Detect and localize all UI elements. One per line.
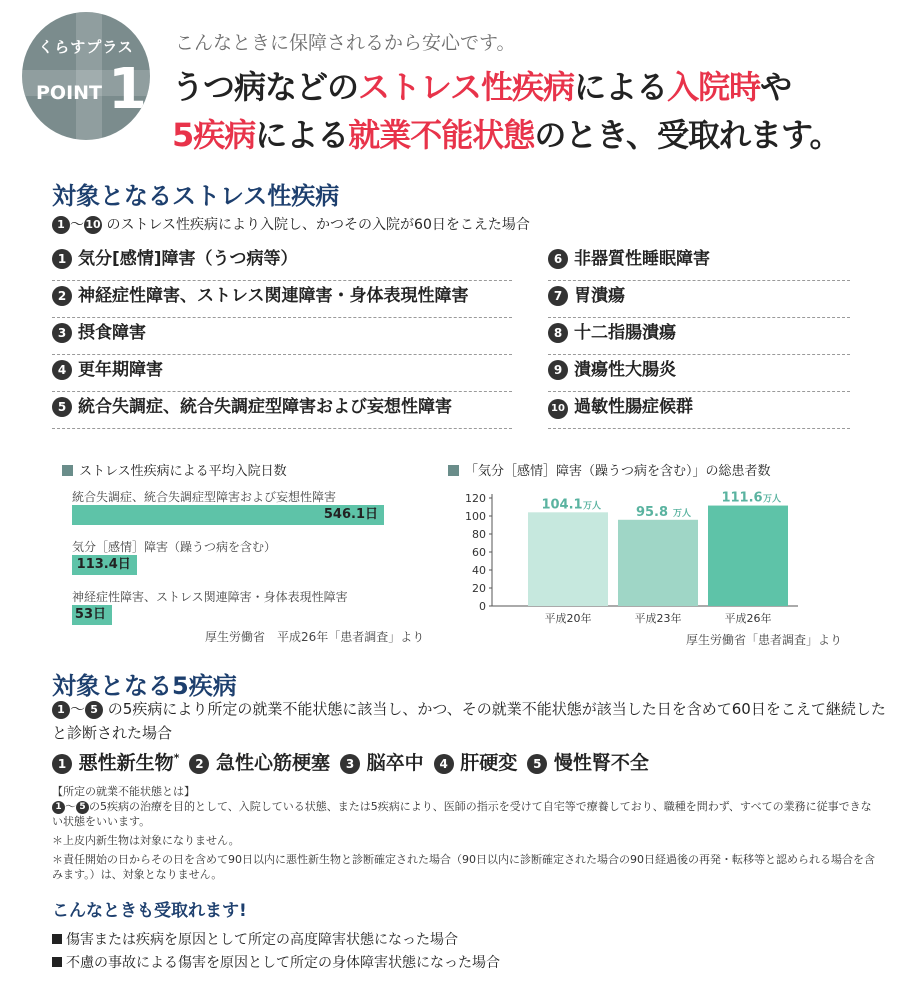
num-badge: 10 xyxy=(84,216,102,234)
five-section-title: 対象となる5疾病 xyxy=(52,672,237,700)
disease-label: 摂食障害 xyxy=(78,323,146,343)
headline-segment: のとき、受取れます。 xyxy=(534,116,841,154)
five-disease-4: 4 肝硬変 xyxy=(434,752,518,774)
num-badge: 1 xyxy=(52,754,72,774)
num-badge: 4 xyxy=(434,754,454,774)
y-tick-label: 0 xyxy=(479,600,486,613)
five-disease-5: 5 慢性腎不全 xyxy=(527,752,649,774)
num-badge: 2 xyxy=(52,286,72,306)
notes-block xyxy=(52,784,882,882)
num-badge: 5 xyxy=(52,397,72,417)
notes-head: 【所定の就業不能状態とは】 xyxy=(52,785,195,798)
five-condition-line-1: 1 ～ 5 の5疾病により所定の就業不能状態に該当し、かつ、その就業不能状態が該当した日を含めて60日をこえて継続した xyxy=(52,698,886,719)
stress-disease-2 xyxy=(52,281,512,318)
stress-condition xyxy=(52,214,530,234)
five-condition-line-2: と診断された場合 xyxy=(52,724,173,742)
num-badge: 6 xyxy=(548,249,568,269)
bar-value-label: 95.8 xyxy=(635,504,669,520)
headline-segment: や xyxy=(760,68,792,106)
point-badge xyxy=(22,12,150,140)
y-tick-label: 40 xyxy=(472,564,486,577)
num-badge: 7 xyxy=(548,286,568,306)
legend-square xyxy=(62,465,73,476)
stress-disease-8 xyxy=(548,318,850,355)
disease-label: 気分[感情]障害（うつ病等） xyxy=(78,249,298,269)
patients-source: 厚生労働省「患者調査」より xyxy=(686,633,843,647)
stress-disease-9 xyxy=(548,355,850,392)
y-tick-label: 100 xyxy=(465,510,486,523)
bar-mark xyxy=(72,505,384,525)
bar-value-label: 53日 xyxy=(74,607,106,622)
disease-label: 十二指腸潰瘍 xyxy=(574,323,676,343)
num-badge: 3 xyxy=(340,754,360,774)
stress-section-title: 対象となるストレス性疾病 xyxy=(52,182,340,210)
bar-mark xyxy=(708,506,788,606)
num-badge: 1 xyxy=(52,216,70,234)
stress-disease-6 xyxy=(548,244,850,281)
num-badge: 1 xyxy=(52,249,72,269)
headline-segment: ストレス性疾病 xyxy=(358,68,575,106)
stress-disease-10 xyxy=(548,392,850,429)
bar-value-label: 104.1 xyxy=(541,497,583,513)
bar-mark xyxy=(72,555,137,575)
num-badge: 9 xyxy=(548,360,568,380)
five-disease-1: 1 悪性新生物* xyxy=(52,752,179,774)
x-category-label: 平成26年 xyxy=(724,612,772,625)
disease-label: 更年期障害 xyxy=(78,360,163,380)
bar-value-label: 546.1日 xyxy=(323,507,378,522)
headline-line-1 xyxy=(172,62,791,108)
num-badge: 3 xyxy=(52,323,72,343)
stress-disease-5 xyxy=(52,392,512,429)
num-badge: 10 xyxy=(548,399,568,419)
disease-label: 過敏性腸症候群 xyxy=(574,397,693,417)
y-tick-label: 20 xyxy=(472,582,486,595)
num-badge: 8 xyxy=(548,323,568,343)
square-bullet-icon xyxy=(52,957,62,967)
also-title: こんなときも受取れます! xyxy=(52,901,247,921)
condition-text: のストレス性疾病により入院し、かつその入院が60日をこえた場合 xyxy=(106,217,530,233)
badge-label: くらすプラス xyxy=(38,38,134,56)
five-disease-2: 2 急性心筋梗塞 xyxy=(189,752,330,774)
bar-category-label: 気分［感情］障害（躁うつ病を含む） xyxy=(72,540,277,554)
headline-segment: による xyxy=(255,116,349,154)
note-1: ＊上皮内新生物は対象になりません。 xyxy=(52,834,240,847)
also-item-2: 不慮の事故による傷害を原因として所定の身体障害状態になった場合 xyxy=(52,952,500,972)
num-badge: 2 xyxy=(189,754,209,774)
patients-chart-title: 「気分［感情］障害（躁うつ病を含む）」の総患者数 xyxy=(448,460,771,479)
disease-label: 神経症性障害、ストレス関連障害・身体表現性障害 xyxy=(78,286,469,306)
stress-disease-3 xyxy=(52,318,512,355)
x-category-label: 平成23年 xyxy=(634,612,682,625)
five-disease-list xyxy=(52,748,659,775)
badge-number: 1 xyxy=(108,57,147,122)
headline-segment: うつ病などの xyxy=(172,68,359,106)
headline-line-2 xyxy=(172,110,840,156)
square-bullet-icon xyxy=(52,934,62,944)
disease-label: 胃潰瘍 xyxy=(574,286,625,306)
stress-disease-7 xyxy=(548,281,850,318)
x-category-label: 平成20年 xyxy=(544,612,592,625)
also-item-1: 傷害または疾病を原因として所定の高度障害状態になった場合 xyxy=(52,929,458,949)
bar-mark xyxy=(72,605,112,625)
avg-days-source: 厚生労働省 平成26年「患者調査」より xyxy=(205,630,425,644)
badge-point-text: POINT xyxy=(36,82,103,104)
bar-value-unit: 万人 xyxy=(582,501,602,512)
stress-disease-1 xyxy=(52,244,512,281)
bar-value-unit: 万人 xyxy=(672,508,692,519)
headline-segment: 5疾病 xyxy=(172,116,256,154)
headline-segment: 就業不能状態 xyxy=(348,116,535,154)
num-badge: 1 xyxy=(52,701,70,719)
y-tick-label: 60 xyxy=(472,546,486,559)
bar-mark xyxy=(528,512,608,606)
y-tick-label: 120 xyxy=(465,492,486,505)
condition-separator: ～ xyxy=(70,217,84,233)
bar-category-label: 統合失調症、統合失調症型障害および妄想性障害 xyxy=(72,490,337,504)
legend-square xyxy=(448,465,459,476)
disease-label: 潰瘍性大腸炎 xyxy=(574,360,676,380)
headline-segment: による xyxy=(574,68,668,106)
bar-value-unit: 万人 xyxy=(762,494,782,505)
stress-disease-4 xyxy=(52,355,512,392)
bar-value-label: 111.6 xyxy=(721,490,763,506)
bar-category-label: 神経症性障害、ストレス関連障害・身体表現性障害 xyxy=(72,590,348,604)
bar-mark xyxy=(618,520,698,606)
num-badge: 5 xyxy=(85,701,103,719)
disease-label: 非器質性睡眠障害 xyxy=(574,249,710,269)
notes-definition: 1 ～ 5 の5疾病の治療を目的として、入院している状態、または5疾病により、医師の指示を受けて自宅等で療養しており、職種を問わず、すべての業務に従事できない状態をいいます。 xyxy=(52,800,872,828)
num-badge: 4 xyxy=(52,360,72,380)
disease-label: 統合失調症、統合失調症型障害および妄想性障害 xyxy=(78,397,452,417)
avg-days-chart-title: ストレス性疾病による平均入院日数 xyxy=(62,460,287,479)
headline-segment: 入院時 xyxy=(667,68,761,106)
intro-text: こんなときに保障されるから安心です。 xyxy=(175,32,516,54)
patients-chart xyxy=(448,482,848,632)
y-tick-label: 80 xyxy=(472,528,486,541)
note-2: ＊責任開始の日からその日を含めて90日以内に悪性新生物と診断確定された場合（90日以内に診断確定された場合の90日経過後の再発・転移等と認められる場合を含みます。）は、対象となりません。 xyxy=(52,853,875,881)
bar-value-label: 113.4日 xyxy=(76,557,131,572)
num-badge: 5 xyxy=(527,754,547,774)
five-disease-3: 3 脳卒中 xyxy=(340,752,424,774)
